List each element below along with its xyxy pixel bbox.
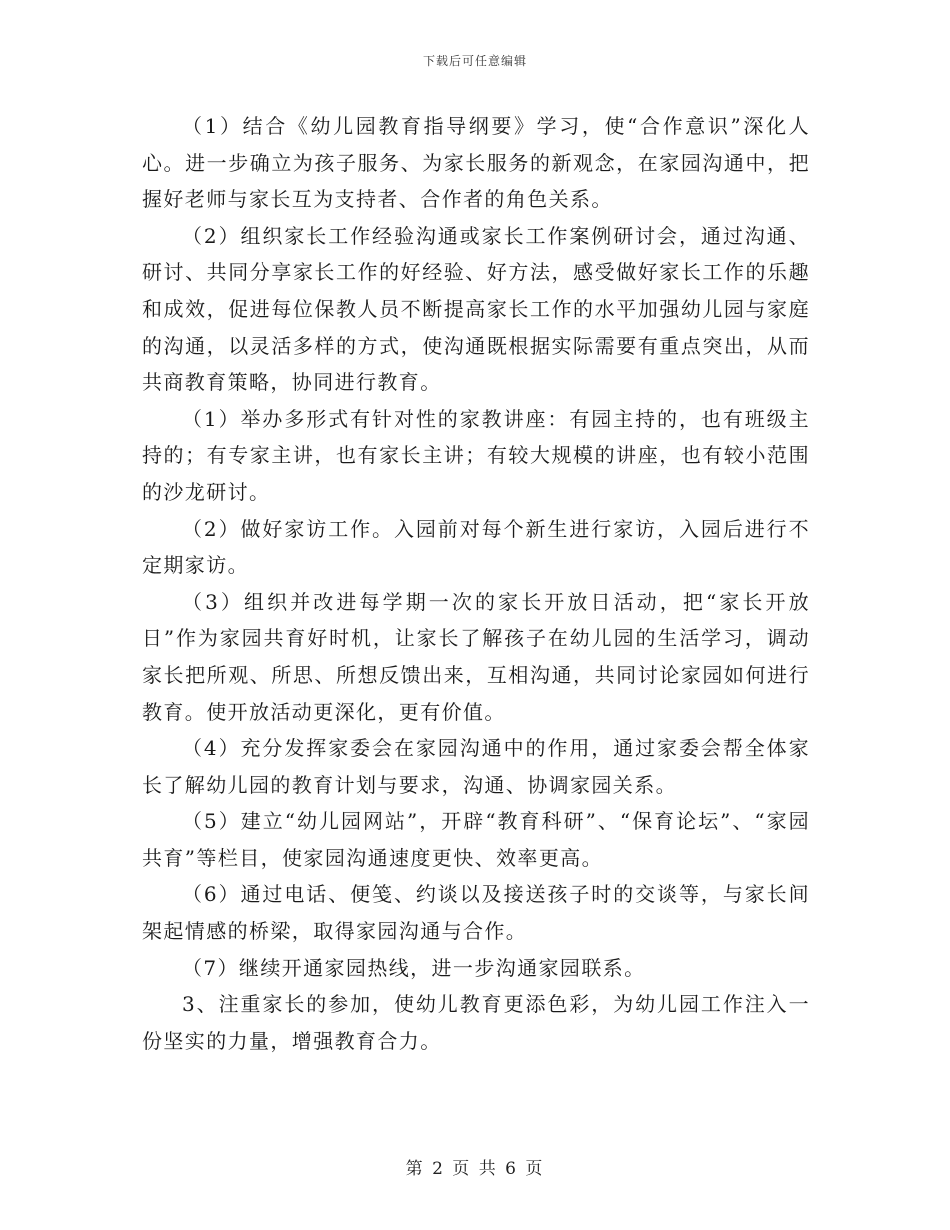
- paragraph-1: （1）结合《幼儿园教育指导纲要》学习，使“合作意识”深化人心。进一步确立为孩子服务、为家长服务的新观念，在家园沟通中，把握好老师与家长互为支持者、合作者的角色关系。: [142, 114, 810, 212]
- paragraph-7: （5）建立“幼儿园网站”，开辟“教育科研”、“保育论坛”、“家园共育”等栏目，使家园沟通速度更快、效率更高。: [142, 809, 810, 870]
- paragraph-10: 3、注重家长的参加，使幼儿教育更添色彩，为幼儿园工作注入一份坚实的力量，增强教育合力。: [142, 992, 810, 1053]
- paragraph-5: （3）组织并改进每学期一次的家长开放日活动，把“家长开放日”作为家园共育好时机，让家长了解孩子在幼儿园的生活学习，调动家长把所观、所思、所想反馈出来，互相沟通，共同讨论家园如何进行教育。使开放活动更深化，更有价值。: [142, 589, 810, 724]
- paragraph-3: （1）举办多形式有针对性的家教讲座：有园主持的，也有班级主持的；有专家主讲，也有家长主讲；有较大规模的讲座，也有较小范围的沙龙研讨。: [142, 406, 810, 504]
- page-header: 下载后可任意编辑: [422, 54, 527, 68]
- page-footer: 第 2 页 共 6 页: [405, 1159, 545, 1179]
- document-body: [142, 108, 810, 1059]
- paragraph-6: （4）充分发挥家委会在家园沟通中的作用，通过家委会帮全体家长了解幼儿园的教育计划与要求，沟通、协调家园关系。: [142, 736, 810, 797]
- paragraph-8: （6）通过电话、便笺、约谈以及接送孩子时的交谈等，与家长间架起情感的桥梁，取得家园沟通与合作。: [142, 882, 810, 944]
- paragraph-4: （2）做好家访工作。入园前对每个新生进行家访，入园后进行不定期家访。: [142, 516, 810, 578]
- paragraph-9: （7）继续开通家园热线，进一步沟通家园联系。: [182, 955, 646, 980]
- paragraph-2: （2）组织家长工作经验沟通或家长工作案例研讨会，通过沟通、研讨、共同分享家长工作的好经验、好方法，感受做好家长工作的乐趣和成效，促进每位保教人员不断提高家长工作的水平加强幼儿园与家庭的沟通，以灵活多样的方式，使沟通既根据实际需要有重点突出，从而共商教育策略，协同进行教育。: [142, 223, 810, 395]
